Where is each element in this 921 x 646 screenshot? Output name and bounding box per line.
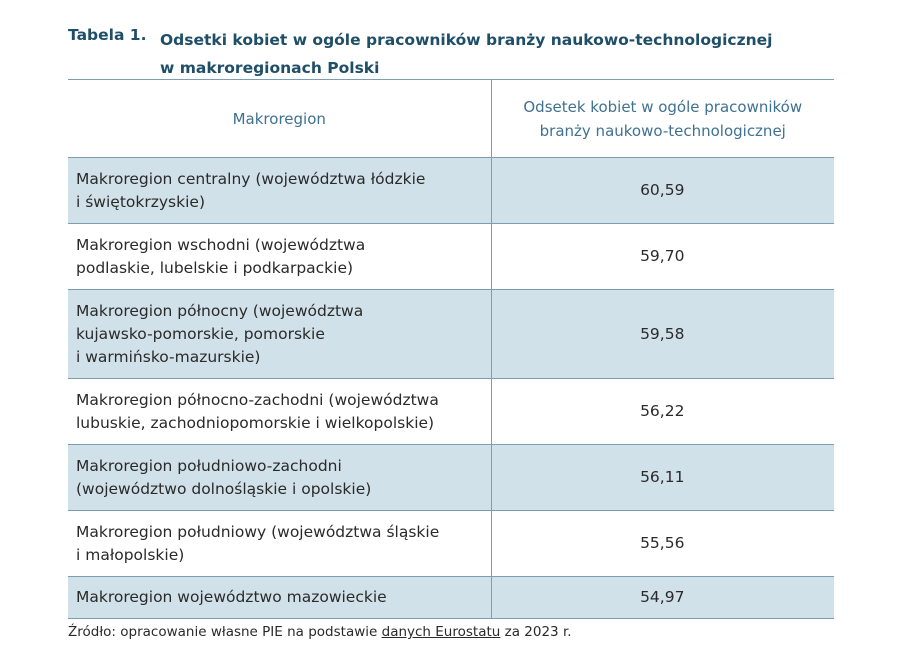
data-table bbox=[68, 79, 834, 619]
table-title-line-1: Odsetki kobiet w ogóle pracowników branży naukowo-technologicznej bbox=[160, 31, 773, 49]
region-name-line: i świętokrzyskie) bbox=[76, 192, 205, 211]
region-name-line: i małopolskie) bbox=[76, 545, 185, 564]
value-cell: 60,59 bbox=[491, 158, 834, 224]
source-link[interactable]: danych Eurostatu bbox=[381, 624, 501, 640]
column-header-region: Makroregion bbox=[68, 80, 491, 158]
value-cell: 59,58 bbox=[491, 290, 834, 379]
column-header-value bbox=[491, 80, 834, 158]
table-row bbox=[68, 445, 834, 511]
region-name-line: podlaskie, lubelskie i podkarpackie) bbox=[76, 258, 354, 277]
table-row bbox=[68, 511, 834, 577]
region-name-line: Makroregion południowo-zachodni bbox=[76, 456, 342, 475]
value-cell: 56,22 bbox=[491, 379, 834, 445]
region-name-cell bbox=[68, 290, 491, 379]
table-row bbox=[68, 158, 834, 224]
region-name-line: (województwo dolnośląskie i opolskie) bbox=[76, 479, 372, 498]
value-cell: 59,70 bbox=[491, 224, 834, 290]
value-cell: 55,56 bbox=[491, 511, 834, 577]
table-number: Tabela 1. bbox=[68, 26, 147, 44]
region-name-line: Makroregion północny (województwa bbox=[76, 301, 364, 320]
table-row bbox=[68, 379, 834, 445]
region-name-line: kujawsko-pomorskie, pomorskie bbox=[76, 324, 325, 343]
table-row bbox=[68, 224, 834, 290]
region-name-line: Makroregion wschodni (województwa bbox=[76, 235, 366, 254]
region-name-cell bbox=[68, 224, 491, 290]
column-header-value-line-2: branży naukowo-technologicznej bbox=[539, 121, 786, 140]
region-name-cell bbox=[68, 445, 491, 511]
region-name-line: lubuskie, zachodniopomorskie i wielkopolskie) bbox=[76, 413, 435, 432]
region-name-line: Makroregion południowy (województwa śląskie bbox=[76, 522, 440, 541]
region-name-line: Makroregion północno-zachodni (województwa bbox=[76, 390, 439, 409]
value-cell: 56,11 bbox=[491, 445, 834, 511]
source-note bbox=[68, 624, 572, 640]
region-name-cell bbox=[68, 158, 491, 224]
table-header-row bbox=[68, 80, 834, 158]
table-row bbox=[68, 577, 834, 619]
region-name-cell bbox=[68, 577, 491, 619]
region-name-cell bbox=[68, 511, 491, 577]
region-name-cell bbox=[68, 379, 491, 445]
region-name-line: i warmińsko-mazurskie) bbox=[76, 347, 261, 366]
table-title-line-2: w makroregionach Polski bbox=[160, 59, 380, 77]
source-prefix: Źródło: opracowanie własne PIE na podstawie bbox=[68, 624, 378, 640]
column-header-value-line-1: Odsetek kobiet w ogóle pracowników bbox=[523, 97, 803, 116]
table-title bbox=[160, 26, 860, 82]
value-cell: 54,97 bbox=[491, 577, 834, 619]
source-suffix: za 2023 r. bbox=[504, 624, 572, 640]
table-row bbox=[68, 290, 834, 379]
region-name-line: Makroregion centralny (województwa łódzkie bbox=[76, 169, 426, 188]
region-name-line: Makroregion województwo mazowieckie bbox=[76, 588, 387, 606]
